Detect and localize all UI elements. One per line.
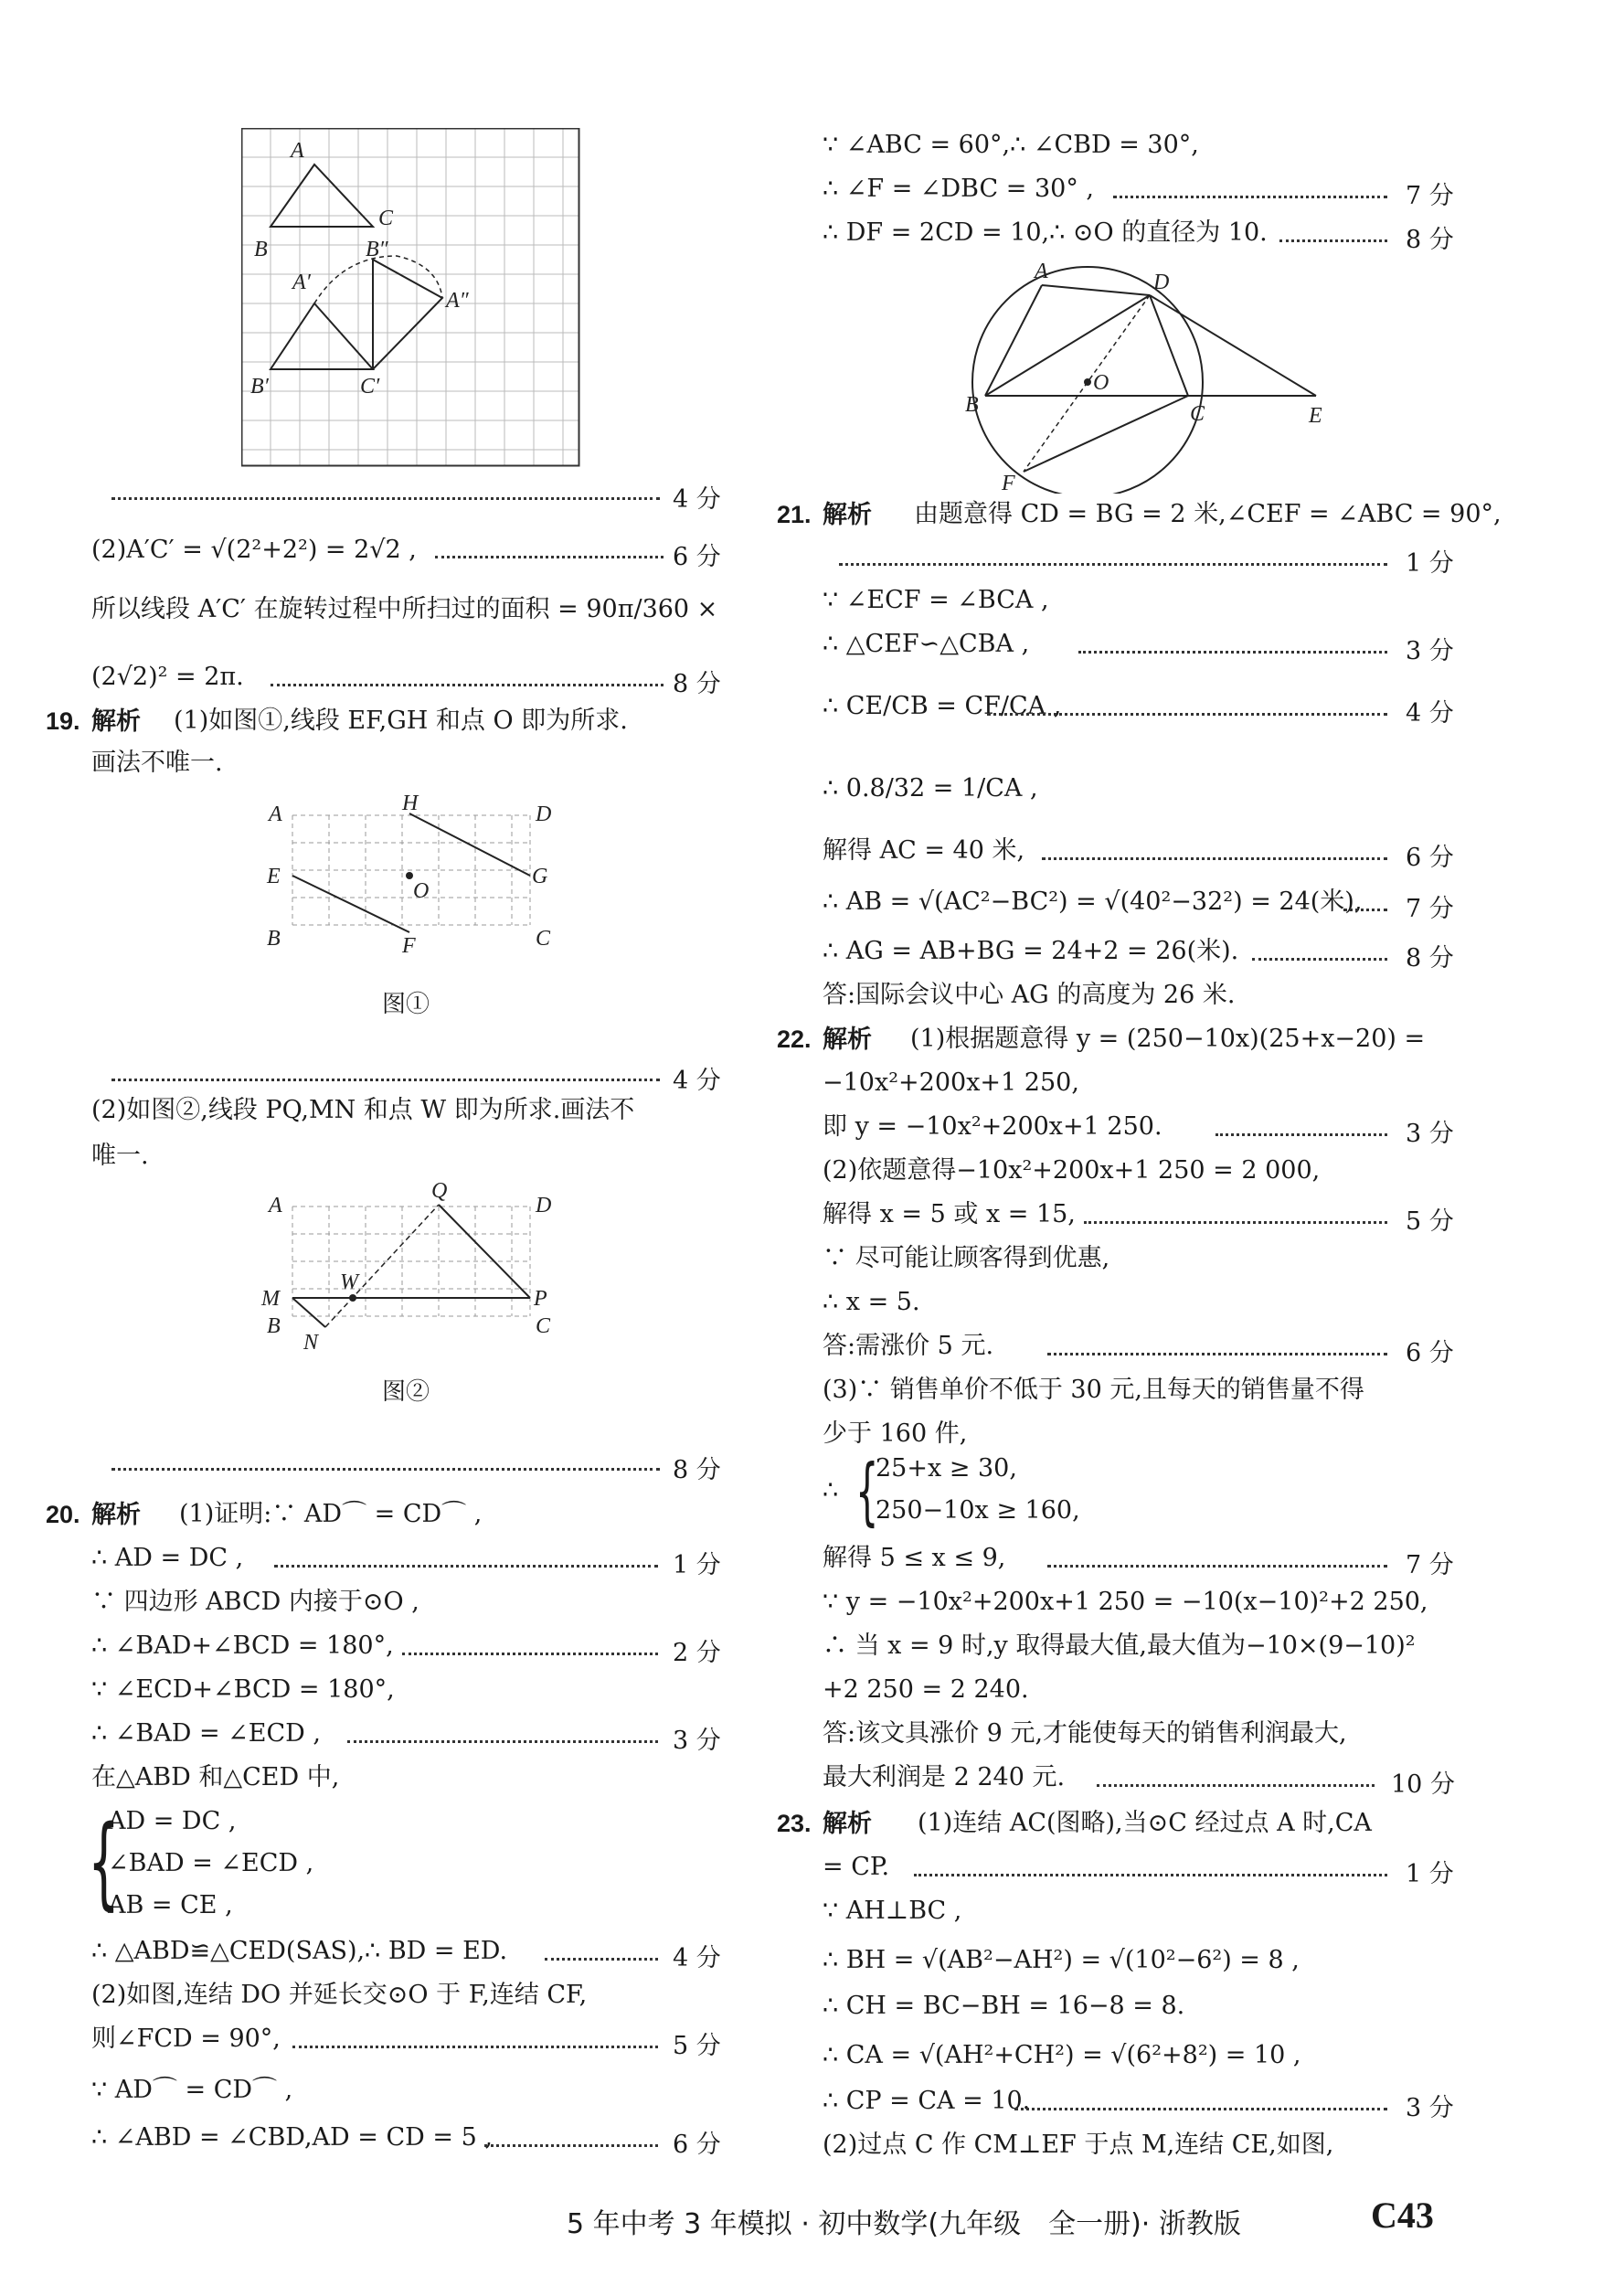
figure-1	[256, 788, 567, 952]
brace: {	[88, 1803, 120, 1920]
analysis-label: 解析	[823, 1810, 872, 1837]
text-line: 由题意得 CD = BG = 2 米,∠CEF = ∠ABC = 90°,	[914, 500, 1502, 528]
leader-dots	[402, 1653, 658, 1655]
circle-label: E	[1309, 404, 1322, 428]
text-line: 解得 AC = 40 米,	[823, 836, 1025, 865]
leader-dots	[271, 684, 663, 686]
leader-dots	[1216, 1133, 1387, 1136]
points: 1 分	[673, 1551, 721, 1579]
text-line: (2√2)² = 2π.	[91, 663, 244, 691]
text-line: ∴ AG = AB+BG = 24+2 = 26(米).	[823, 937, 1239, 965]
text-line: (3)∵ 销售单价不低于 30 元,且每天的销售量不得	[823, 1376, 1364, 1404]
fig18-label: A″	[446, 289, 469, 313]
text-line: (2)如图,连结 DO 并延长交⊙O 于 F,连结 CF,	[91, 1981, 588, 2009]
question-number-21: 21.	[777, 501, 812, 528]
points: 6 分	[1406, 844, 1454, 872]
question-number-19: 19.	[46, 707, 80, 735]
fig2-label: A	[269, 1194, 282, 1217]
text-line: ∴ BH = √(AB²−AH²) = √(10²−6²) = 8 ,	[823, 1946, 1300, 1974]
leader-dots	[545, 1958, 658, 1961]
text-line: (2)A′C′ = √(2²+2²) = 2√2 ,	[91, 536, 417, 564]
figure-18-grid	[241, 128, 589, 475]
fig18-label: B′	[250, 375, 269, 399]
circle-label: F	[1002, 472, 1015, 494]
leader-dots	[1279, 239, 1387, 242]
points: 4 分	[673, 485, 721, 514]
text-line: ∵ ∠ECD+∠BCD = 180°,	[91, 1675, 395, 1704]
circle-label: A	[1035, 260, 1048, 283]
leader-dots	[1084, 1221, 1387, 1224]
text-line: (1)连结 AC(图略),当⊙C 经过点 A 时,CA	[918, 1809, 1372, 1837]
points: 10 分	[1391, 1770, 1455, 1799]
fig2-label: N	[303, 1331, 319, 1353]
leader-dots	[111, 497, 660, 500]
question-number-23: 23.	[777, 1810, 812, 1837]
system-line: AB = CE ,	[108, 1891, 233, 1919]
figure-caption: 图②	[382, 1378, 430, 1406]
circle-label: C	[1190, 402, 1205, 426]
points: 7 分	[1406, 182, 1454, 210]
text-line: 在△ABD 和△CED 中,	[91, 1763, 340, 1791]
text-line: (2)过点 C 作 CM⊥EF 于点 M,连结 CE,如图,	[823, 2131, 1334, 2159]
figure-2	[256, 1179, 567, 1353]
circle-label: D	[1153, 271, 1170, 294]
text-line: ∴ CE/CB = CF/CA ,	[823, 692, 1062, 720]
points: 6 分	[673, 2131, 721, 2159]
fig1-label: H	[402, 792, 419, 815]
points: 8 分	[1406, 226, 1454, 254]
fig1-label: B	[267, 927, 281, 951]
text-line: 答:国际会议中心 AG 的高度为 26 米.	[823, 981, 1236, 1009]
fig18-label: B	[254, 238, 268, 261]
text-line: 答:需涨价 5 元.	[823, 1332, 994, 1360]
text-line: ∴ 0.8/32 = 1/CA ,	[823, 774, 1038, 803]
text-line: ∵ ∠ECF = ∠BCA ,	[823, 586, 1049, 614]
footer-book-title: 5 年中考 3 年模拟 · 初中数学(九年级 全一册)· 浙教版	[567, 2208, 1241, 2240]
leader-dots	[1042, 857, 1387, 860]
circle-label: B	[965, 393, 979, 417]
text-line: 解得 5 ≤ x ≤ 9,	[823, 1544, 1006, 1572]
points: 7 分	[1406, 895, 1454, 923]
leader-dots	[1252, 958, 1387, 961]
fig2-label: P	[534, 1287, 547, 1311]
page-number: C43	[1371, 2195, 1434, 2236]
leader-dots	[1047, 1565, 1387, 1568]
text-line: ∴ ∠BAD+∠BCD = 180°,	[91, 1632, 394, 1660]
analysis-label: 解析	[91, 1501, 141, 1528]
leader-dots	[347, 1740, 658, 1743]
text-line: ∴ ∠BAD = ∠ECD ,	[91, 1719, 321, 1748]
figure-circle	[950, 256, 1334, 494]
text-line: ∵ AH⊥BC ,	[823, 1897, 962, 1925]
text-line: 画法不唯一.	[91, 749, 223, 777]
text-line: ∴ △CEF∽△CBA ,	[823, 630, 1030, 658]
text-line: ∴ 当 x = 9 时,y 取得最大值,最大值为−10×(9−10)²	[823, 1632, 1416, 1660]
figure-caption: 图①	[382, 991, 430, 1018]
text-line: −10x²+200x+1 250,	[823, 1068, 1079, 1097]
text-line: (2)如图②,线段 PQ,MN 和点 W 即为所求.画法不	[91, 1096, 635, 1124]
leader-dots	[987, 713, 1387, 716]
points: 5 分	[673, 2032, 721, 2060]
fig2-label: D	[536, 1194, 552, 1217]
fig18-label: B″	[366, 238, 388, 261]
fig2-label: M	[261, 1287, 280, 1311]
points: 6 分	[673, 543, 721, 571]
fig18-label: A′	[292, 271, 311, 294]
text-line: ∴ AD = DC ,	[91, 1544, 244, 1572]
points: 3 分	[1406, 2094, 1454, 2122]
text-line: +2 250 = 2 240.	[823, 1675, 1029, 1704]
points: 3 分	[1406, 1120, 1454, 1148]
text-line: ∴ x = 5.	[823, 1288, 920, 1316]
text-line: ∵ 尽可能让顾客得到优惠,	[823, 1244, 1110, 1272]
fig1-label: F	[402, 934, 416, 952]
points: 8 分	[1406, 944, 1454, 973]
text-line: (1)根据题意得 y = (250−10x)(25+x−20) =	[910, 1025, 1426, 1053]
points: 4 分	[673, 1067, 721, 1095]
points: 1 分	[1406, 1860, 1454, 1888]
points: 7 分	[1406, 1551, 1454, 1579]
points: 8 分	[673, 670, 721, 698]
text-line: ∴ CH = BC−BH = 16−8 = 8.	[823, 1992, 1185, 2020]
leader-dots	[1078, 651, 1387, 654]
text-line: ∴ CA = √(AH²+CH²) = √(6²+8²) = 10 ,	[823, 2041, 1301, 2069]
fig1-label: O	[413, 879, 430, 903]
text-line: = CP.	[823, 1853, 890, 1881]
fig18-label: A	[291, 139, 304, 163]
system-line: 25+x ≥ 30,	[876, 1454, 1017, 1483]
text-line: ∴ CP = CA = 10.	[823, 2087, 1031, 2115]
points: 3 分	[1406, 637, 1454, 665]
text-line: ∵ AD⌒ = CD⌒ ,	[91, 2076, 293, 2104]
system-line: 250−10x ≥ 160,	[876, 1496, 1080, 1525]
analysis-label: 解析	[91, 707, 141, 735]
leader-dots	[1343, 909, 1387, 911]
analysis-label: 解析	[823, 1026, 872, 1053]
brace: {	[855, 1449, 879, 1534]
text-line: 解得 x = 5 或 x = 15,	[823, 1200, 1076, 1228]
text-line: ∴ DF = 2CD = 10,∴ ⊙O 的直径为 10.	[823, 218, 1268, 247]
leader-dots	[111, 1079, 660, 1081]
leader-dots	[1014, 2108, 1387, 2110]
text-line: 最大利润是 2 240 元.	[823, 1763, 1066, 1791]
points: 8 分	[673, 1456, 721, 1484]
text-line: ∴ ∠ABD = ∠CBD,AD = CD = 5 ,	[91, 2123, 493, 2152]
text-line: 则∠FCD = 90°,	[91, 2025, 281, 2053]
analysis-label: 解析	[823, 501, 872, 528]
fig1-label: A	[269, 803, 282, 826]
fig2-label: W	[340, 1270, 358, 1294]
text-line: ∴ △ABD≌△CED(SAS),∴ BD = ED.	[91, 1937, 508, 1965]
leader-dots	[914, 1874, 1387, 1876]
fig1-label: D	[536, 803, 552, 826]
question-number-20: 20.	[46, 1501, 80, 1528]
leader-dots	[484, 2144, 658, 2147]
text-line: 少于 160 件,	[823, 1419, 968, 1448]
leader-dots	[292, 2046, 658, 2048]
text-line: ∵ 四边形 ABCD 内接于⊙O ,	[91, 1588, 419, 1616]
leader-dots	[111, 1468, 660, 1471]
fig1-label: C	[536, 927, 551, 951]
text-line: (1)如图①,线段 EF,GH 和点 O 即为所求.	[174, 707, 628, 735]
fig18-label: C′	[360, 375, 380, 399]
fig2-label: B	[267, 1314, 281, 1338]
question-number-22: 22.	[777, 1026, 812, 1053]
leader-dots	[839, 563, 1387, 566]
system-line: ∠BAD = ∠ECD ,	[108, 1849, 314, 1877]
leader-dots	[1097, 1784, 1375, 1787]
fig2-label: Q	[431, 1179, 448, 1203]
text-line: (2)依题意得−10x²+200x+1 250 = 2 000,	[823, 1156, 1321, 1185]
points: 5 分	[1406, 1207, 1454, 1236]
text-line: ∴ AB = √(AC²−BC²) = √(40²−32²) = 24(米),	[823, 888, 1363, 916]
text-line: ∴	[823, 1476, 839, 1504]
leader-dots	[435, 556, 663, 558]
fig1-label: G	[532, 865, 548, 888]
fig18-label: C	[378, 207, 394, 230]
points: 2 分	[673, 1639, 721, 1667]
fig2-label: C	[536, 1314, 551, 1338]
leader-dots	[1113, 196, 1387, 198]
text-line: ∵ y = −10x²+200x+1 250 = −10(x−10)²+2 250,	[823, 1588, 1428, 1616]
leader-dots	[1047, 1353, 1387, 1355]
text-line: 即 y = −10x²+200x+1 250.	[823, 1112, 1162, 1141]
points: 6 分	[1406, 1339, 1454, 1367]
points: 3 分	[673, 1727, 721, 1755]
points: 4 分	[1406, 699, 1454, 728]
circle-label: O	[1093, 371, 1109, 395]
leader-dots	[274, 1565, 658, 1568]
fig1-label: E	[267, 865, 281, 888]
system-line: AD = DC ,	[108, 1807, 237, 1835]
points: 4 分	[673, 1944, 721, 1972]
text-line: ∵ ∠ABC = 60°,∴ ∠CBD = 30°,	[823, 131, 1199, 159]
text-line: 答:该文具涨价 9 元,才能使每天的销售利润最大,	[823, 1719, 1347, 1748]
text-line: 唯一.	[91, 1142, 149, 1170]
text-line: 所以线段 A′C′ 在旋转过程中所扫过的面积 = 90π/360 ×	[91, 595, 718, 623]
points: 1 分	[1406, 549, 1454, 578]
text-line: (1)证明:∵ AD⌒ = CD⌒ ,	[179, 1500, 483, 1528]
text-line: ∴ ∠F = ∠DBC = 30° ,	[823, 175, 1094, 203]
